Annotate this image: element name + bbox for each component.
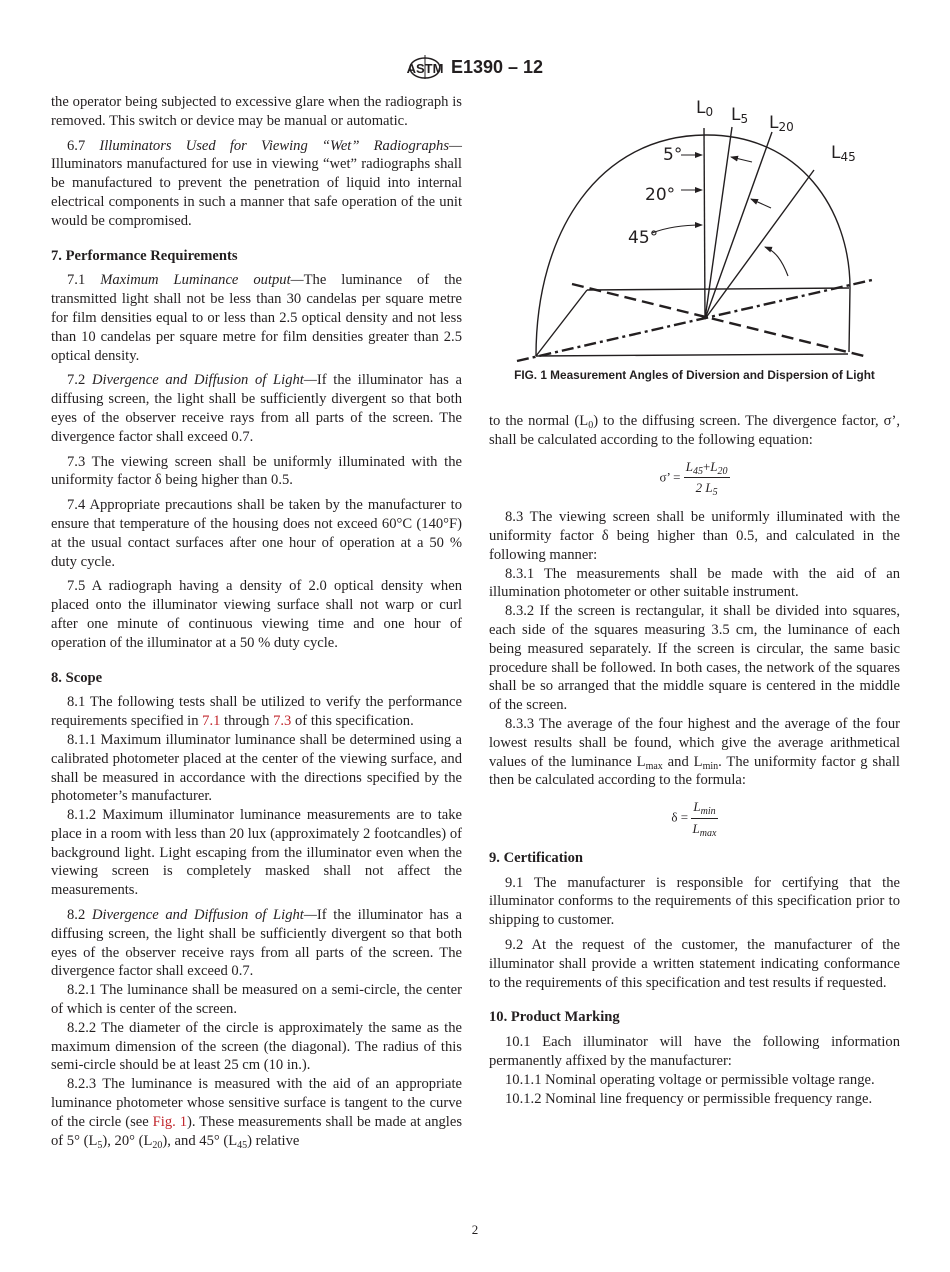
section-7-5: 7.5 A radiograph having a density of 2.0 optical density when placed onto the illuminator viewing surface shall not warp or curl after one minute of continuous viewing time and one hour of operation of the illuminator at a 50 % duty cycle. [51,578,462,651]
uniformity-equation: δ = $\frac{L_{min}}{L_{max}}$ [671,799,717,839]
section-8-2-3: 8.2.3 The luminance is measured with the aid of an appropriate luminance photometer whose sensitive surface is tangent to the curve of the circle (see Fig. 1). These measurements shall be made at angles of 5° $(L_5)$, 20° $(L_{20})$, and 45° $(L_{45})$ relative [51,1076,462,1151]
figure-caption: FIG. 1 Measurement Angles of Diversion and Dispersion of Light [514,368,875,382]
section-title: Divergence and Diffusion of Light— [91,907,317,924]
section-8-3-2: 8.3.2 If the screen is rectangular, it shall be divided into squares, each side of the squares measuring 3.5 cm, the luminance of each being measured separately. If the screen is circular, the same basic procedure shall be followed. In both cases, the network of the squares shall be so arranged that the middle square is centered in the middle of the screen. [489,603,900,714]
section-8-3-3: 8.3.3 The average of the four highest and the average of the four lowest results shall be found, which give the average arithmetical values of the luminance $L_{max}$ and $L_{min}$. The uniformity factor g shall then be calculated according to the formula: [489,715,900,789]
section-6-7: 6.7 Illuminators Used for Viewing “Wet” Radiographs—Illuminators manufactured for use in viewing “wet” radiographs shall be manufactured to prevent the penetration of liquid into internal electrical components in such a manner that safe operation of the unit would be compromised. [51,137,462,229]
label-20deg: 20° [645,185,676,205]
section-heading-10: 10. Product Marking [489,1009,620,1026]
divergence-equation: σ’ = $\frac{L_{45}+L_{20}}{2 L_5}$ [659,458,728,499]
section-title: Illuminators Used for Viewing “Wet” Radiographs— [99,137,462,154]
section-8-2: 8.2 Divergence and Diffusion of Light—If the illuminator has a diffusing screen, the light shall be sufficiently divergent so that both eyes of the observer receive rays from all parts of the screen. The divergence factor shall exceed 0.7. [51,907,462,980]
section-7-4: 7.4 Appropriate precautions shall be taken by the manufacturer to ensure that temperature of the housing does not exceed 60°C (140°F) at the usual contact surfaces after one hour of operation at a 50 % duty cycle. [51,497,462,570]
section-heading-8: 8. Scope [51,669,103,686]
section-8-2-2: 8.2.2 The diameter of the circle is approximately the same as the maximum dimension of the screen (the diagonal). The radius of this semi-circle should be at least 25 cm (10 in.). [51,1019,462,1074]
left-column [51,93,462,1150]
section-8-1-1: 8.1.1 Maximum illuminator luminance shall be determined using a calibrated photometer placed at the center of the viewing surface, and shall be measured in accordance with the directions specified by the photometer’s manufacturer. [51,731,462,805]
label-5deg: 5° [663,145,683,165]
page-number: 2 [471,1222,479,1237]
label-L20: L20 [769,113,794,134]
section-8-2-1: 8.2.1 The luminance shall be measured on a semi-circle, the center of which is center of the screen. [51,982,462,1018]
xref-7-1-link[interactable]: 7.1 [202,713,221,730]
section-title: Divergence and Diffusion of Light— [91,372,317,389]
section-7-2: 7.2 Divergence and Diffusion of Light—If the illuminator has a diffusing screen, the light shall be sufficiently divergent so that both eyes of the observer receive rays from all parts of the screen. The divergence factor shall exceed 0.7. [51,372,462,445]
section-9-1: 9.1 The manufacturer is responsible for certifying that the illuminator conforms to the requirements of this specification prior to shipping to customer. [489,874,900,929]
svg-text:ASTM: ASTM [406,61,443,76]
fraction: $\frac{L_{45}+L_{20}}{2 L_5}$ [685,458,728,499]
section-8-3-1: 8.3.1 The measurements shall be made with the aid of an illumination photometer or other suitable instrument. [489,565,900,601]
section-8-1-2: 8.1.2 Maximum illuminator luminance measurements are to take place in a room with less than 20 lux (approximately 2 footcandles) of background light. Light escaping from the illuminator even when the viewing screen is completely masked shall not affect the measurements. [51,807,462,899]
document-designation: E1390 – 12 [450,56,544,77]
section-7-1: 7.1 Maximum Luminance output—The luminance of the transmitted light shall not be less than 30 candelas per square metre for film densities equal to or less than 2.5 optical density and not less than 10 candelas per square metre for film densities greater than 2.5 optical density. [51,272,462,364]
label-L5: L5 [731,105,749,126]
section-10-1: 10.1 Each illuminator will have the following information permanently affixed by the manufacturer: [489,1034,900,1069]
section-10-1-2: 10.1.2 Nominal line frequency or permissible frequency range. [505,1090,873,1107]
section-10-1-1: 10.1.1 Nominal operating voltage or permissible voltage range. [505,1071,875,1088]
figure-1-diagram [490,92,910,392]
paragraph-continuation: the operator being subjected to excessive glare when the radiograph is removed. This switch or device may be manual or automatic. [51,94,462,129]
astm-logo-icon [407,54,443,80]
section-heading-7: 7. Performance Requirements [51,247,238,264]
section-9-2: 9.2 At the request of the customer, the manufacturer of the illuminator shall provide a written statement indicating conformance to the requirements of this specification and test results if requested. [489,936,900,991]
section-8-3: 8.3 The viewing screen shall be uniformly illuminated with the uniformity factor δ being higher than 0.5, and calculated in the following manner: [489,509,900,563]
section-8-1: 8.1 The following tests shall be utilized to verify the performance requirements specified in 7.1 through 7.3 of this specification. [51,694,462,730]
right-column [489,412,900,1108]
section-7-3: 7.3 The viewing screen shall be uniformly illuminated with the uniformity factor δ being higher than 0.5. [51,453,462,489]
page-header [0,54,950,84]
xref-7-3-link[interactable]: 7.3 [273,713,292,730]
label-L0: L0 [696,98,714,119]
paragraph-continuation: to the normal $(L_0)$ to the diffusing screen. The divergence factor, σ’, shall be calculated according to the following equation: [489,413,900,448]
xref-fig-1-link[interactable]: Fig. 1 [152,1113,188,1130]
fraction: $\frac{L_{min}}{L_{max}}$ [692,799,717,839]
label-45deg: 45° [628,228,659,248]
label-L45: L45 [831,143,856,164]
section-heading-9: 9. Certification [489,849,584,866]
section-title: Maximum Luminance output— [100,272,304,289]
measurement-angles-diagram [490,92,910,392]
